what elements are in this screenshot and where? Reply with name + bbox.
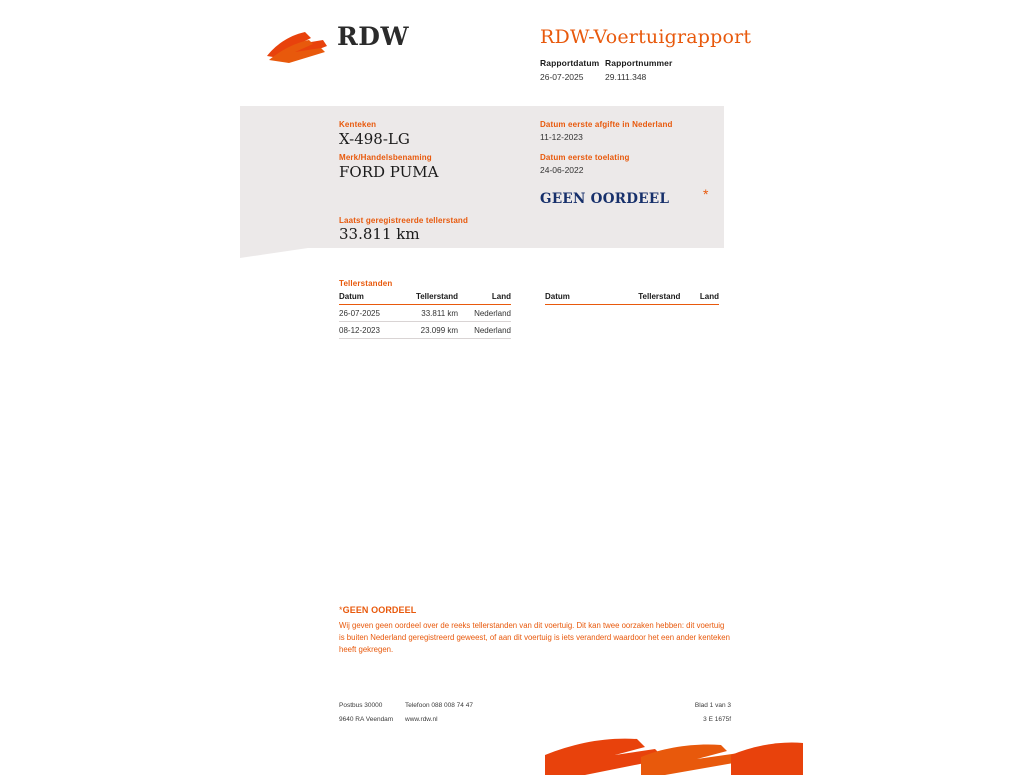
kenteken-value: X-498-LG	[339, 130, 410, 148]
rdw-arrow-logo-icon	[265, 30, 329, 64]
tellerstanden-table-left	[339, 292, 511, 339]
footer-address-block	[339, 702, 393, 723]
vehicle-summary-panel	[240, 106, 724, 248]
column-header-land: Land	[458, 292, 511, 305]
footer-page-number: Blad 1 van 3	[694, 702, 731, 709]
table-row	[339, 305, 511, 322]
report-date-block	[540, 58, 599, 82]
panel-tail-shape	[240, 248, 308, 258]
merk-value: FORD PUMA	[339, 163, 439, 181]
report-number-label: Rapportnummer	[605, 58, 673, 68]
table-header-row	[339, 292, 511, 305]
footer-telefoon: Telefoon 088 008 74 47	[405, 702, 473, 709]
report-number-block	[605, 58, 672, 82]
cell-tellerstand: 23.099 km	[398, 322, 458, 339]
cell-land: Nederland	[458, 322, 511, 339]
verdict-text: GEEN OORDEEL	[540, 191, 670, 207]
column-header-tellerstand: Tellerstand	[398, 292, 458, 305]
cell-datum: 26-07-2025	[339, 305, 398, 322]
bottom-decoration-icon	[545, 737, 805, 777]
footnote-body: Wij geven geen oordeel over de reeks tellerstanden van dit voertuig. Dit kan twee oorzaken hebben: dit voertuig is buiten Nederland geregistreerd geweest, of aan dit voertuig is iets veranderd waardoor het een ander kenteken heeft gekregen.	[339, 621, 730, 655]
afgifte-label: Datum eerste afgifte in Nederland	[540, 120, 673, 129]
footnote-heading-text: GEEN OORDEEL	[342, 605, 417, 615]
page-title: RDW-Voertuigrapport	[540, 26, 752, 48]
footnote-heading	[339, 605, 731, 615]
table-header-row	[545, 292, 719, 305]
footer-plaats: 9640 RA Veendam	[339, 716, 394, 723]
toelating-label: Datum eerste toelating	[540, 153, 630, 162]
page-footer-right	[620, 702, 731, 723]
logo-wordmark: RDW	[337, 22, 410, 51]
column-header-tellerstand: Tellerstand	[595, 292, 680, 305]
merk-label: Merk/Handelsbenaming	[339, 153, 432, 162]
report-date-value: 26-07-2025	[540, 72, 584, 82]
report-number-value: 29.111.348	[605, 72, 647, 82]
cell-land: Nederland	[458, 305, 511, 322]
column-header-datum: Datum	[545, 292, 595, 305]
report-date-label: Rapportdatum	[540, 58, 600, 68]
verdict-footnote-marker: *	[703, 186, 709, 202]
afgifte-value: 11-12-2023	[540, 132, 583, 142]
column-header-datum: Datum	[339, 292, 398, 305]
footnote-block	[339, 605, 731, 656]
footer-contact-block	[405, 702, 473, 723]
tellerstanden-table-right	[545, 292, 719, 305]
tellerstand-label: Laatst geregistreerde tellerstand	[339, 216, 468, 225]
column-header-land: Land	[680, 292, 719, 305]
cell-tellerstand: 33.811 km	[398, 305, 458, 322]
table-row	[339, 322, 511, 339]
footer-postbus: Postbus 30000	[339, 702, 383, 709]
footer-website[interactable]: www.rdw.nl	[405, 716, 438, 723]
footer-form-code: 3 E 1675f	[703, 716, 731, 723]
cell-datum: 08-12-2023	[339, 322, 398, 339]
tellerstanden-title: Tellerstanden	[339, 279, 393, 288]
toelating-value: 24-06-2022	[540, 165, 584, 175]
kenteken-label: Kenteken	[339, 120, 377, 129]
footnote-marker: *	[339, 605, 343, 615]
tellerstand-value: 33.811 km	[339, 225, 420, 243]
rdw-logo	[265, 22, 525, 72]
